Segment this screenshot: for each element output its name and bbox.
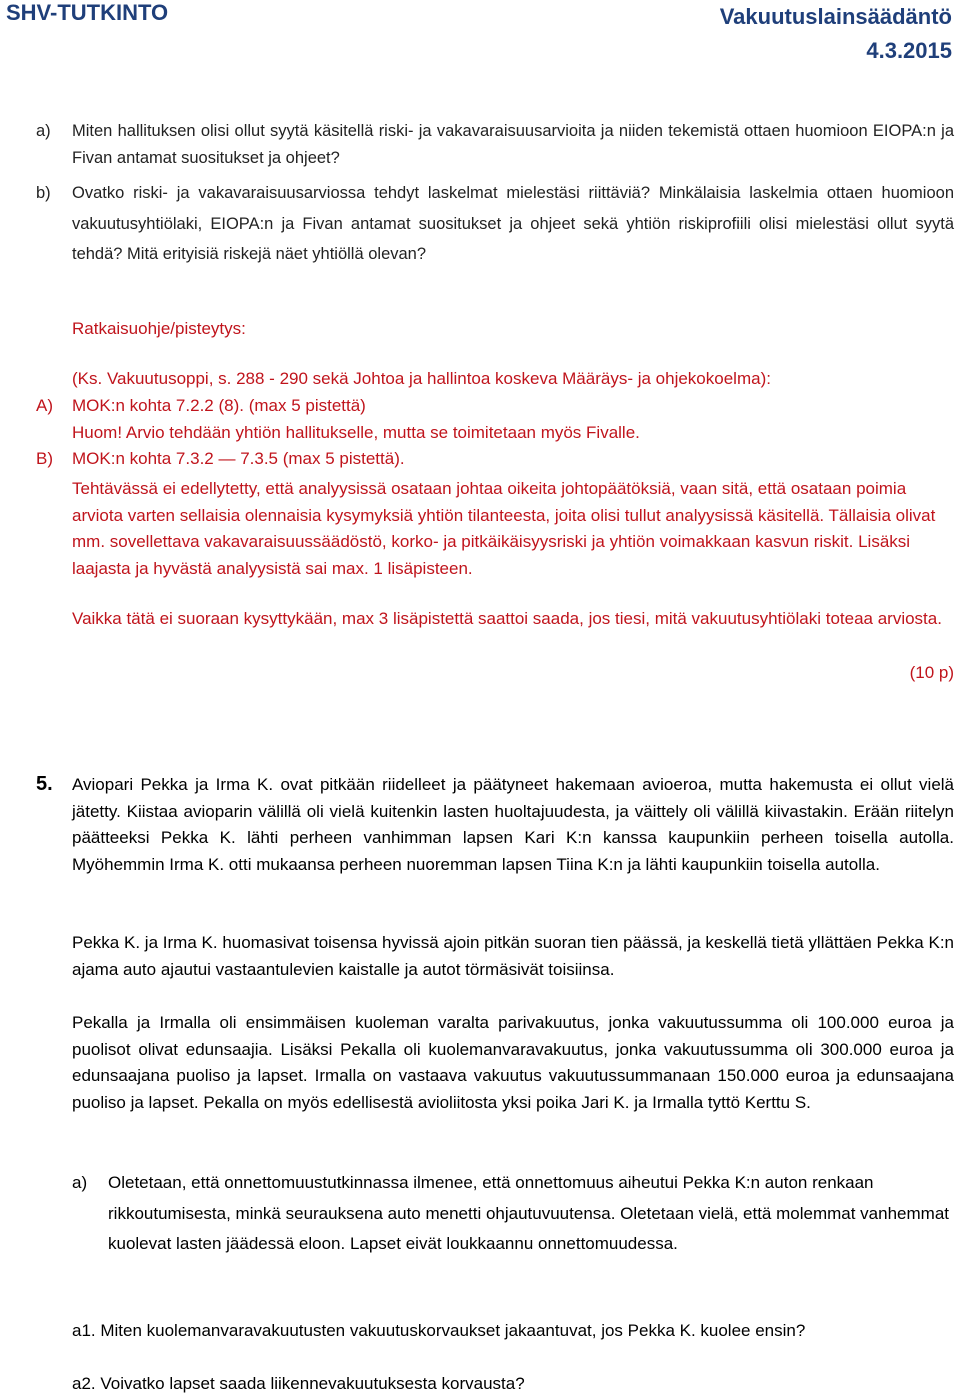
solution-points: (10 p) <box>909 663 954 682</box>
header-right <box>720 0 952 68</box>
header-date: 4.3.2015 <box>866 38 952 63</box>
question-5-sub-a-text: Oletetaan, että onnettomuustutkinnassa ilmenee, että onnettomuus aiheutui Pekka K:n auton renkaan rikkoutumisesta, minkä seurauksena auto menetti ohjautuvuutensa. Oletetaan vielä, että molemmat vanhemmat kuolevat lasten jäädessä eloon. Lapset eivät loukkaannu onnettomuudessa. <box>108 1173 949 1253</box>
question-b <box>36 178 954 270</box>
question-5-paragraph-2: Pekka K. ja Irma K. huomasivat toisensa hyvissä ajoin pitkän suoran tien päässä, ja keskellä tietä yllättäen Pekka K:n ajama auto ajautui vastaantulevien kaistalle ja autot törmäsivät toisiinsa. <box>72 933 954 979</box>
question-a-text: Miten hallituksen olisi ollut syytä käsitellä riski- ja vakavaraisuusarvioita ja niiden tekemistä ottaen huomioon EIOPA:n ja Fivan antamat suositukset ja ohjeet? <box>72 122 954 167</box>
solution-item-text: Huom! Arvio tehdään yhtiön hallitukselle, mutta se toimitetaan myös Fivalle. <box>72 422 640 442</box>
solution-item-label: A) <box>36 396 53 415</box>
question-a <box>36 118 954 171</box>
solution-item <box>36 446 954 473</box>
solution-paragraph-2: Vaikka tätä ei suoraan kysyttykään, max 3 lisäpistettä saattoi saada, jos tiesi, mitä vakuutusyhtiölaki toteaa arviosta. <box>72 609 942 628</box>
question-5-a1: a1. Miten kuolemanvaravakuutusten vakuutuskorvaukset jakaantuvat, jos Pekka K. kuolee ensin? <box>72 1321 806 1340</box>
question-5-paragraph-1: Aviopari Pekka ja Irma K. ovat pitkään riidelleet ja päätyneet hakemaan avioeroa, mutta hakemusta ei ollut vielä jätetty. Kiistaa avioparin välillä oli vielä kuitenkin lasten huoltajuudesta, ja väittely oli välillä kiivastakin. Erään riitelyn päätteeksi Pekka K. lähti perheen vanhimman lapsen Kari K:n kanssa kaupunkiin perheen toisella autolla. Myöhemmin Irma K. otti mukaansa perheen nuoremman lapsen Tiina K:n ja lähti kaupunkiin toisella autolla. <box>72 775 954 874</box>
question-b-text: Ovatko riski- ja vakavaraisuusarviossa tehdyt laskelmat mielestäsi riittäviä? Minkälaisia laskelmia ottaen huomioon vakuutusyhtiölaki, EIOPA:n ja Fivan antamat suositukset ja ohjeet sekä yhtiön riskiprofiili olisi mielestäsi ollut syytä tehdä? Mitä erityisiä riskejä näet yhtiöllä olevan? <box>72 184 954 263</box>
header-course-title: SHV-TUTKINTO <box>6 0 169 25</box>
header-subject: Vakuutuslainsäädäntö <box>719 4 952 29</box>
question-5-sub-a <box>72 1168 954 1260</box>
question-5-paragraph-3: Pekalla ja Irmalla oli ensimmäisen kuoleman varalta parivakuutus, jonka vakuutussumma oli 100.000 euroa ja puolisot olivat edunsaajia. Lisäksi Pekalla oli kuolemanvaravakuutus, jonka vakuutussumma oli 300.000 euroa ja edunsaajana puoliso ja lapset. Irmalla on vastaava vakuutus vakuutussummanaan 150.000 euroa ja edunsaajana puoliso ja lapset. Pekalla on myös edellisestä avioliitosta yksi poika Jari K. ja Irmalla tyttö Kerttu S. <box>72 1013 954 1112</box>
solution-items <box>36 393 954 473</box>
solution-reference: (Ks. Vakuutusoppi, s. 288 - 290 sekä Johtoa ja hallintoa koskeva Määräys- ja ohjekokoelma): <box>72 369 771 388</box>
solution-item <box>36 393 954 420</box>
question-a-marker: a) <box>36 122 51 140</box>
question-b-marker: b) <box>36 184 51 202</box>
solution-item-text: MOK:n kohta 7.3.2 — 7.3.5 (max 5 pistettä). <box>72 449 405 468</box>
solution-paragraph-1: Tehtävässä ei edellytetty, että analyysissä osataan johtaa oikeita johtopäätöksiä, vaan sitä, että osataan poimia arviota varten sellaisia olennaisia kysymyksiä yhtiön tilanteesta, joita olisi tullut analyysissä käsitellä. Tällaisia olivat mm. sovellettava vakavaraisuussäädöstö, korko- ja pitkäikäisyysriski ja yhtiön voimakkaan kasvun riskit. Lisäksi laajasta ja hyvästä analyysistä sai max. 1 lisäpisteen. <box>72 479 936 578</box>
question-5-number: 5. <box>36 773 53 795</box>
solution-heading: Ratkaisuohje/pisteytys: <box>72 319 246 338</box>
solution-item-label: B) <box>36 449 53 468</box>
question-5-sub-a-marker: a) <box>72 1173 88 1192</box>
solution-item-text: MOK:n kohta 7.2.2 (8). (max 5 pistettä) <box>72 396 366 415</box>
solution-item <box>36 420 954 447</box>
question-5-a2: a2. Voivatko lapset saada liikennevakuutuksesta korvausta? <box>72 1374 525 1393</box>
